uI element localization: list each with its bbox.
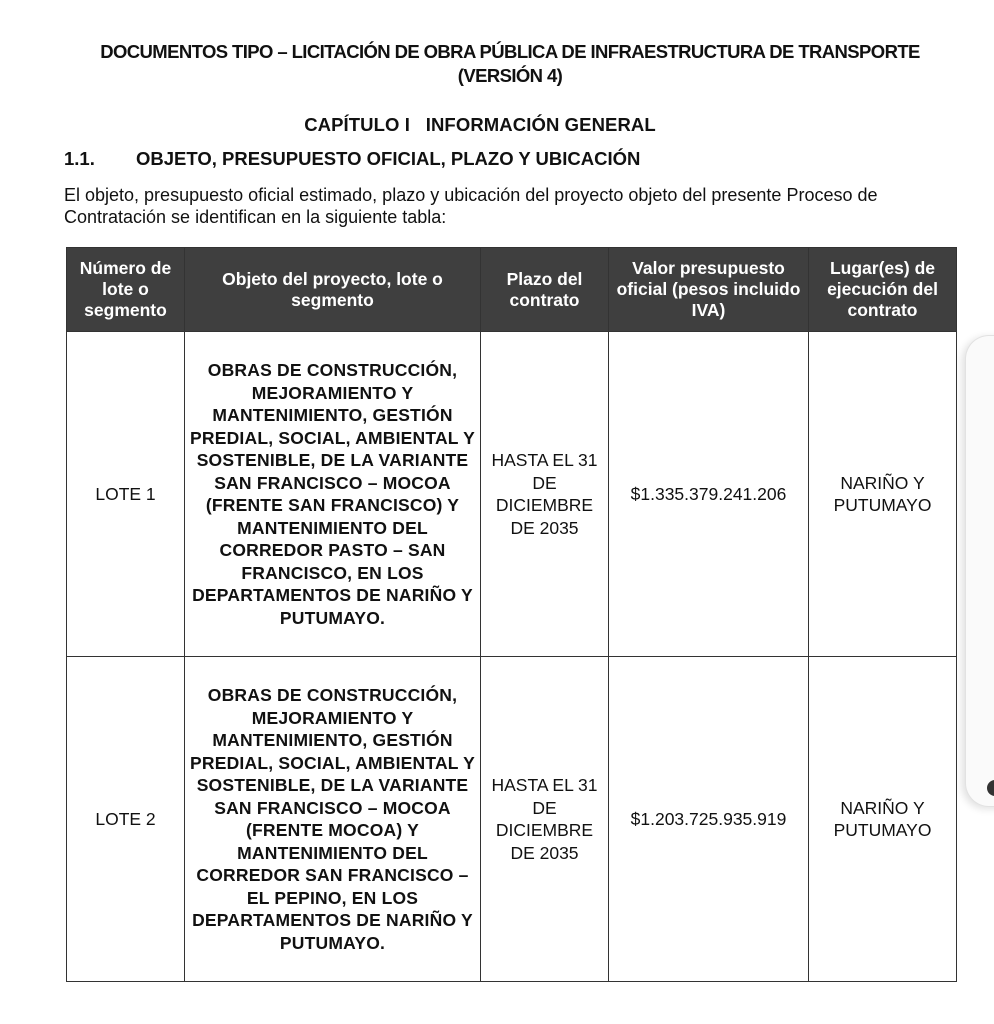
document-title: DOCUMENTOS TIPO – LICITACIÓN DE OBRA PÚBLICA DE INFRAESTRUCTURA DE TRANSPORTE <box>100 41 920 62</box>
cell-valor: $1.335.379.241.206 <box>609 332 809 657</box>
section-heading <box>64 148 640 170</box>
cell-plazo: HASTA EL 31 DE DICIEMBRE DE 2035 <box>481 332 609 657</box>
intro-paragraph: El objeto, presupuesto oficial estimado, plazo y ubicación del proyecto objeto del presente Proceso de Contratación se identifican en la siguiente tabla: <box>64 185 878 227</box>
cell-lugar: NARIÑO Y PUTUMAYO <box>809 332 957 657</box>
cell-lote: LOTE 2 <box>67 657 185 982</box>
document-version: (VERSIÓN 4) <box>457 65 563 86</box>
handle-dot-icon <box>987 780 994 796</box>
header-lugar: Lugar(es) de ejecución del contrato <box>809 248 957 332</box>
lots-table <box>66 247 957 982</box>
table-row <box>67 332 957 657</box>
cell-plazo: HASTA EL 31 DE DICIEMBRE DE 2035 <box>481 657 609 982</box>
section-number: 1.1. <box>64 148 95 169</box>
side-panel-handle[interactable] <box>965 335 994 807</box>
cell-objeto: OBRAS DE CONSTRUCCIÓN, MEJORAMIENTO Y MANTENIMIENTO, GESTIÓN PREDIAL, SOCIAL, AMBIENTAL Y SOSTENIBLE, DE LA VARIANTE SAN FRANCISCO – MOCOA (FRENTE MOCOA) Y MANTENIMIENTO DEL CORREDOR SAN FRANCISCO – EL PEPINO, EN LOS DEPARTAMENTOS DE NARIÑO Y PUTUMAYO. <box>185 657 481 982</box>
section-title: OBJETO, PRESUPUESTO OFICIAL, PLAZO Y UBICACIÓN <box>136 148 641 169</box>
table-header-row <box>67 248 957 332</box>
table-row <box>67 657 957 982</box>
header-objeto: Objeto del proyecto, lote o segmento <box>185 248 481 332</box>
document-header <box>60 40 960 88</box>
cell-lugar: NARIÑO Y PUTUMAYO <box>809 657 957 982</box>
header-lote: Número de lote o segmento <box>67 248 185 332</box>
chapter-title: CAPÍTULO I INFORMACIÓN GENERAL <box>304 114 656 135</box>
header-plazo: Plazo del contrato <box>481 248 609 332</box>
cell-lote: LOTE 1 <box>67 332 185 657</box>
cell-objeto: OBRAS DE CONSTRUCCIÓN, MEJORAMIENTO Y MANTENIMIENTO, GESTIÓN PREDIAL, SOCIAL, AMBIENTAL Y SOSTENIBLE, DE LA VARIANTE SAN FRANCISCO – MOCOA (FRENTE SAN FRANCISCO) Y MANTENIMIENTO DEL CORREDOR PASTO – SAN FRANCISCO, EN LOS DEPARTAMENTOS DE NARIÑO Y PUTUMAYO. <box>185 332 481 657</box>
header-valor: Valor presupuesto oficial (pesos incluido IVA) <box>609 248 809 332</box>
cell-valor: $1.203.725.935.919 <box>609 657 809 982</box>
